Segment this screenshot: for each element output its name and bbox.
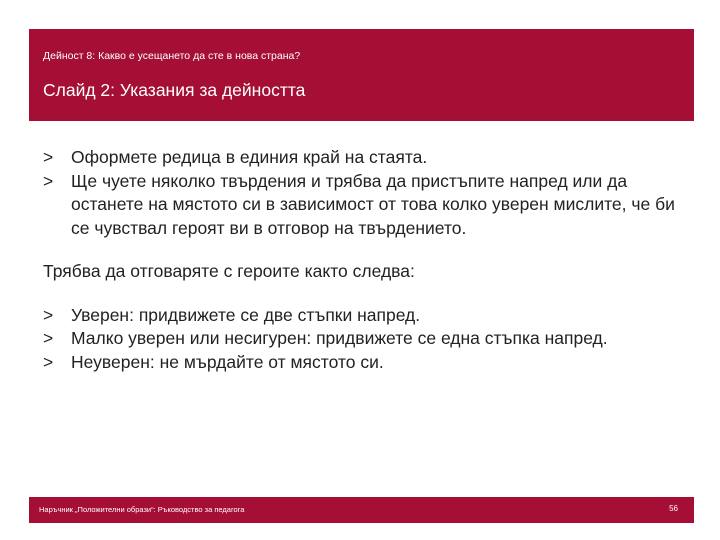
instructions-list — [43, 146, 683, 240]
response-intro-paragraph: Трябва да отговаряте с героите както следва: — [43, 261, 415, 281]
list-item-text: Малко уверен или несигурен: придвижете се една стъпка напред. — [71, 328, 608, 348]
list-item — [43, 351, 683, 375]
response-options-list — [43, 304, 683, 375]
bullet-marker: > — [43, 351, 54, 372]
bullet-marker: > — [43, 170, 54, 191]
list-item-text: Оформете редица в единия край на стаята. — [71, 147, 428, 167]
bullet-marker: > — [43, 304, 54, 325]
list-item — [43, 146, 683, 170]
page-number: 56 — [669, 504, 678, 513]
slide-header — [29, 29, 694, 121]
list-item-text: Неуверен: не мърдайте от мястото си. — [71, 351, 384, 372]
slide-title: Слайд 2: Указания за дейността — [43, 80, 306, 100]
footer-note: Наръчник „Положителни образи“: Ръководство за педагога — [39, 505, 245, 514]
list-item-text: Уверен: придвижете се две стъпки напред. — [71, 304, 421, 325]
list-item-text: Ще чуете няколко твърдения и трябва да пристъпите напред или да останете на мястото си в зависимост от това колко уверен мислите, че би се чувствал героят ви в отговор на твърдението. — [71, 170, 675, 238]
list-item — [43, 327, 683, 351]
list-item — [43, 170, 683, 241]
bullet-marker: > — [43, 147, 54, 167]
slide-content — [43, 146, 683, 374]
slide-footer — [29, 497, 694, 523]
list-item — [43, 304, 683, 328]
activity-subtitle: Дейност 8: Какво е усещането да сте в нова страна? — [43, 50, 301, 62]
bullet-marker: > — [43, 328, 54, 348]
